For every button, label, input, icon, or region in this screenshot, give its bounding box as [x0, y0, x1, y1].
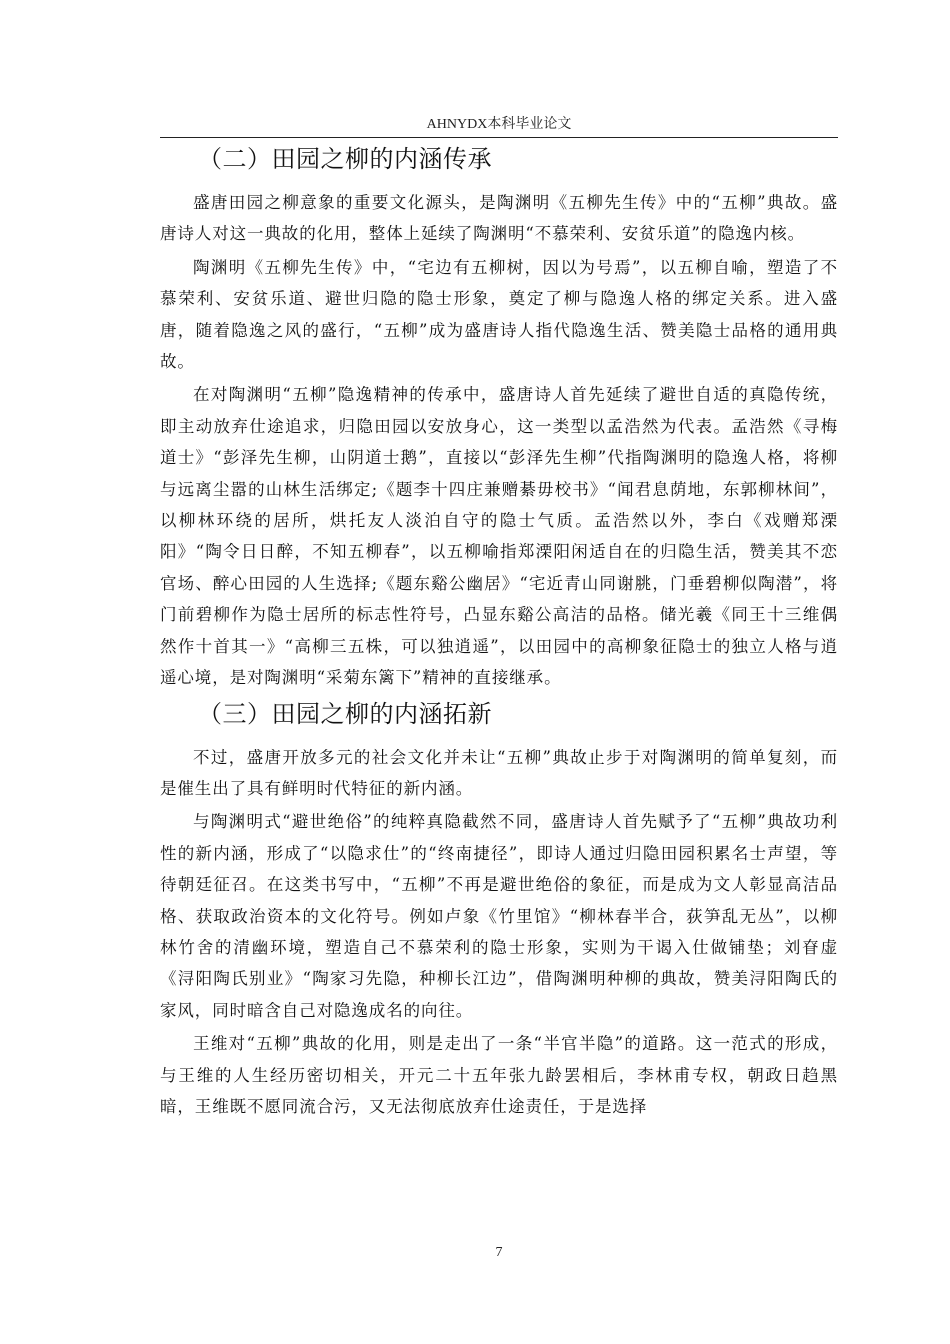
- paragraph: 盛唐田园之柳意象的重要文化源头，是陶渊明《五柳先生传》中的“五柳”典故。盛唐诗人对这一典故的化用，整体上延续了陶渊明“不慕荣利、安贫乐道”的隐逸内核。: [160, 193, 838, 244]
- header-rule: [160, 137, 838, 138]
- running-header: AHNYDX本科毕业论文: [426, 117, 572, 132]
- paragraph: 在对陶渊明“五柳”隐逸精神的传承中，盛唐诗人首先延续了避世自适的真隐传统，即主动放弃仕途追求，归隐田园以安放身心，这一类型以孟浩然为代表。孟浩然《寻梅道士》“彭泽先生柳，山阴道士鹅”，直接以“彭泽先生柳”代指陶渊明的隐逸人格，将柳与远离尘嚣的山林生活绑定;《题李十四庄兼赠綦毋校书》“闻君息荫地，东郭柳林间”，以柳林环绕的居所，烘托友人淡泊自守的隐士气质。孟浩然以外，李白《戏赠郑溧阳》“陶令日日醉，不知五柳春”，以五柳喻指郑溧阳闲适自在的归隐生活，赞美其不恋官场、醉心田园的人生选择;《题东谿公幽居》“宅近青山同谢脁，门垂碧柳似陶潜”，将门前碧柳作为隐士居所的标志性符号，凸显东谿公高洁的品格。储光羲《同王十三维偶然作十首其一》“高柳三五株，可以独逍遥”，以田园中的高柳象征隐士的独立人格与逍遥心境，是对陶渊明“采菊东篱下”精神的直接继承。: [160, 385, 838, 688]
- paragraph: 不过，盛唐开放多元的社会文化并未让“五柳”典故止步于对陶渊明的简单复刻，而是催生出了具有鲜明时代特征的新内涵。: [160, 747, 838, 798]
- page-number: 7: [495, 1245, 503, 1260]
- paragraph: 陶渊明《五柳先生传》中，“宅边有五柳树，因以为号焉”，以五柳自喻，塑造了不慕荣利、安贫乐道、避世归隐的隐士形象，奠定了柳与隐逸人格的绑定关系。进入盛唐，随着隐逸之风的盛行，“五柳”成为盛唐诗人指代隐逸生活、赞美隐士品格的通用典故。: [160, 257, 838, 372]
- paragraph: 王维对“五柳”典故的化用，则是走出了一条“半官半隐”的道路。这一范式的形成，与王维的人生经历密切相关，开元二十五年张九龄罢相后，李林甫专权，朝政日趋黑暗，王维既不愿同流合污，又无法彻底放弃仕途责任，于是选择: [160, 1034, 838, 1116]
- section-heading-3: （三）田园之柳的内涵拓新: [198, 699, 492, 728]
- section-heading-2: （二）田园之柳的内涵传承: [198, 145, 492, 173]
- body-text: [160, 141, 838, 1124]
- paragraph: 与陶渊明式“避世绝俗”的纯粹真隐截然不同，盛唐诗人首先赋予了“五柳”典故功利性的新内涵，形成了“以隐求仕”的“终南捷径”，即诗人通过归隐田园积累名士声望，等待朝廷征召。在这类书写中，“五柳”不再是避世绝俗的象征，而是成为文人彰显高洁品格、获取政治资本的文化符号。例如卢象《竹里馆》“柳林春半合，荻笋乱无丛”，以柳林竹舍的清幽环境，塑造自己不慕荣利的隐士形象，实则为干谒入仕做铺垫；刘眘虚《浔阳陶氏别业》“陶家习先隐，种柳长江边”，借陶渊明种柳的典故，赞美浔阳陶氏的家风，同时暗含自己对隐逸成名的向往。: [160, 812, 838, 1020]
